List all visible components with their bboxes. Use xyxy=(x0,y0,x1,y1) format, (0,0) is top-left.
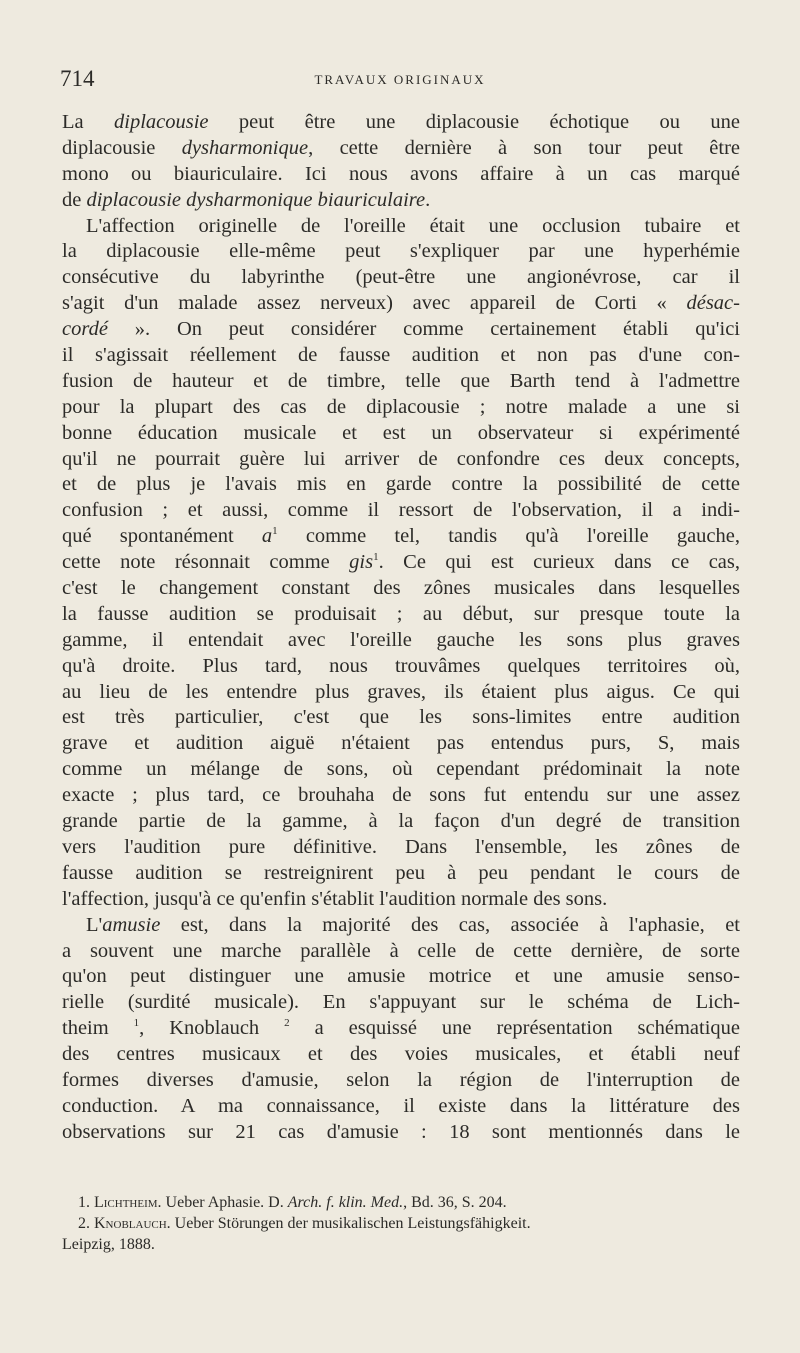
footnotes xyxy=(62,1192,740,1255)
text-line: comme un mélange de sons, où cependant prédominait la note xyxy=(62,758,740,781)
text-line: qu'à droite. Plus tard, nous trouvâmes quelques territoires où, xyxy=(62,654,740,677)
text-line: au lieu de les entendre plus graves, ils étaient plus aigus. Ce qui xyxy=(62,680,740,703)
note-superscript: 1 xyxy=(272,525,278,538)
text-line: gamme, il entendait avec l'oreille gauche les sons plus graves xyxy=(62,628,740,651)
text-run: cette note résonnait comme xyxy=(62,551,350,574)
italic-term: diplacousie xyxy=(114,111,209,133)
text-line xyxy=(62,110,740,136)
text-line: est très particulier, c'est que les sons-limites entre audition xyxy=(62,706,740,729)
text-line: confusion ; et aussi, comme il ressort de l'observation, il a indi- xyxy=(62,499,740,522)
text-line: exacte ; plus tard, ce brouhaha de sons fut entendu sur une assez xyxy=(62,784,740,807)
text-run: de xyxy=(62,188,87,211)
text-line: et de plus je l'avais mis en garde contre la possibilité de cette xyxy=(62,473,740,496)
body-text xyxy=(62,110,740,1146)
footnote-number: 2. xyxy=(78,1215,94,1232)
text-run: a esquissé une représentation schématique xyxy=(289,1017,740,1040)
footnote-ref: 2 xyxy=(284,1017,290,1030)
text-run: peut être une diplacousie échotique ou une xyxy=(208,111,740,133)
text-line: observations sur 21 cas d'amusie : 18 sont mentionnés dans le xyxy=(62,1120,740,1143)
text-run: , Knoblauch xyxy=(139,1017,285,1040)
italic-term: diplacousie dysharmonique biauriculaire xyxy=(86,188,426,211)
text-line: bonne éducation musicale et est un observateur si expérimenté xyxy=(62,421,740,444)
text-line: rielle (surdité musicale). En s'appuyant sur le schéma de Lich- xyxy=(62,991,740,1014)
text-line: grave et audition aiguë n'étaient pas entendus purs, S, mais xyxy=(62,732,740,755)
journal-title: Arch. f. klin. Med. xyxy=(287,1194,404,1211)
text-line: consécutive du labyrinthe (peut-être une angionévrose, car il xyxy=(62,266,740,289)
text-line xyxy=(62,913,740,939)
text-run: ». On peut considérer comme certainement établi qu'ici xyxy=(107,318,740,341)
text-run: qué spontanément xyxy=(62,525,262,548)
text-line: qu'il ne pourrait guère lui arriver de confondre ces deux concepts, xyxy=(62,447,740,470)
text-line: des centres musicaux et des voies musicales, et établi neuf xyxy=(62,1043,740,1066)
footnote-ref: 1 xyxy=(133,1017,140,1030)
text-line: il s'agissait réellement de fausse audition et non pas d'une con- xyxy=(62,344,740,367)
text-line: vers l'audition pure définitive. Dans l'ensemble, les zônes de xyxy=(62,835,740,858)
text-line: qu'on peut distinguer une amusie motrice et une amusie senso- xyxy=(62,965,740,988)
footnote-1 xyxy=(62,1192,740,1213)
text-line: pour la plupart des cas de diplacousie ; notre malade a une si xyxy=(62,395,740,418)
footnote-author: Knoblauch xyxy=(94,1215,167,1232)
text-line: L'affection originelle de l'oreille était une occlusion tubaire et xyxy=(86,214,740,237)
text-run: . Ueber Störungen der musikalischen Leistungsfähigkeit. xyxy=(166,1215,531,1232)
text-line: la fausse audition se produisait ; au début, sur presque toute la xyxy=(62,602,740,625)
italic-term: cordé xyxy=(62,318,108,341)
page-header xyxy=(60,66,740,96)
footnote-number: 1. xyxy=(78,1194,94,1211)
text-run: s'agit d'un malade assez nerveux) avec appareil de Corti « xyxy=(62,292,687,315)
text-run: . Ce qui est curieux dans ce cas, xyxy=(378,551,740,574)
footnote-2-continued: Leipzig, 1888. xyxy=(62,1236,155,1253)
text-line xyxy=(62,1016,740,1042)
text-line: mono ou biauriculaire. Ici nous avons affaire à un cas marqué xyxy=(62,162,740,185)
text-run: L' xyxy=(86,913,103,936)
text-line xyxy=(62,188,740,214)
text-run: diplacousie xyxy=(62,136,182,159)
text-run: theim xyxy=(62,1017,134,1040)
text-run: . xyxy=(425,188,431,211)
text-line: l'affection, jusqu'à ce qu'enfin s'établit l'audition normale des sons. xyxy=(62,887,608,910)
text-run: . Ueber Aphasie. D. xyxy=(157,1194,288,1211)
text-line xyxy=(62,524,740,550)
text-line: grande partie de la gamme, à la façon d'un degré de transition xyxy=(62,810,740,833)
italic-term: amusie xyxy=(102,913,161,936)
text-run: est, dans la majorité des cas, associée à l'aphasie, et xyxy=(160,913,740,936)
footnote-author: Lichtheim xyxy=(94,1194,158,1211)
note-name: a xyxy=(261,525,273,548)
text-line: conduction. A ma connaissance, il existe dans la littérature des xyxy=(62,1094,740,1117)
text-line: a souvent une marche parallèle à celle de cette dernière, de sorte xyxy=(62,939,740,962)
text-line: fausse audition se restreignirent peu à peu pendant le cours de xyxy=(62,861,740,884)
text-line xyxy=(62,291,740,317)
running-title: TRAVAUX ORIGINAUX xyxy=(314,72,486,87)
italic-term: désac- xyxy=(686,292,740,315)
footnote-2 xyxy=(62,1213,740,1234)
text-line: la diplacousie elle-même peut s'expliquer par une hyperhémie xyxy=(62,240,740,263)
text-line xyxy=(62,317,740,343)
text-line: c'est le changement constant des zônes musicales dans lesquelles xyxy=(62,577,740,600)
text-line xyxy=(62,550,740,576)
text-run: , Bd. 36, S. 204. xyxy=(403,1194,507,1211)
text-run: La xyxy=(62,111,115,133)
page-number: 714 xyxy=(60,66,95,91)
text-run: , cette dernière à son tour peut être xyxy=(308,136,740,159)
note-superscript: 1 xyxy=(373,551,379,564)
text-run: comme tel, tandis qu'à l'oreille gauche, xyxy=(277,525,740,548)
note-name: gis xyxy=(349,551,374,574)
text-line: fusion de hauteur et de timbre, telle que Barth tend à l'admettre xyxy=(62,369,740,392)
italic-term: dysharmonique xyxy=(181,136,309,159)
text-line xyxy=(62,136,740,162)
text-line: formes diverses d'amusie, selon la région de l'interruption de xyxy=(62,1068,740,1091)
